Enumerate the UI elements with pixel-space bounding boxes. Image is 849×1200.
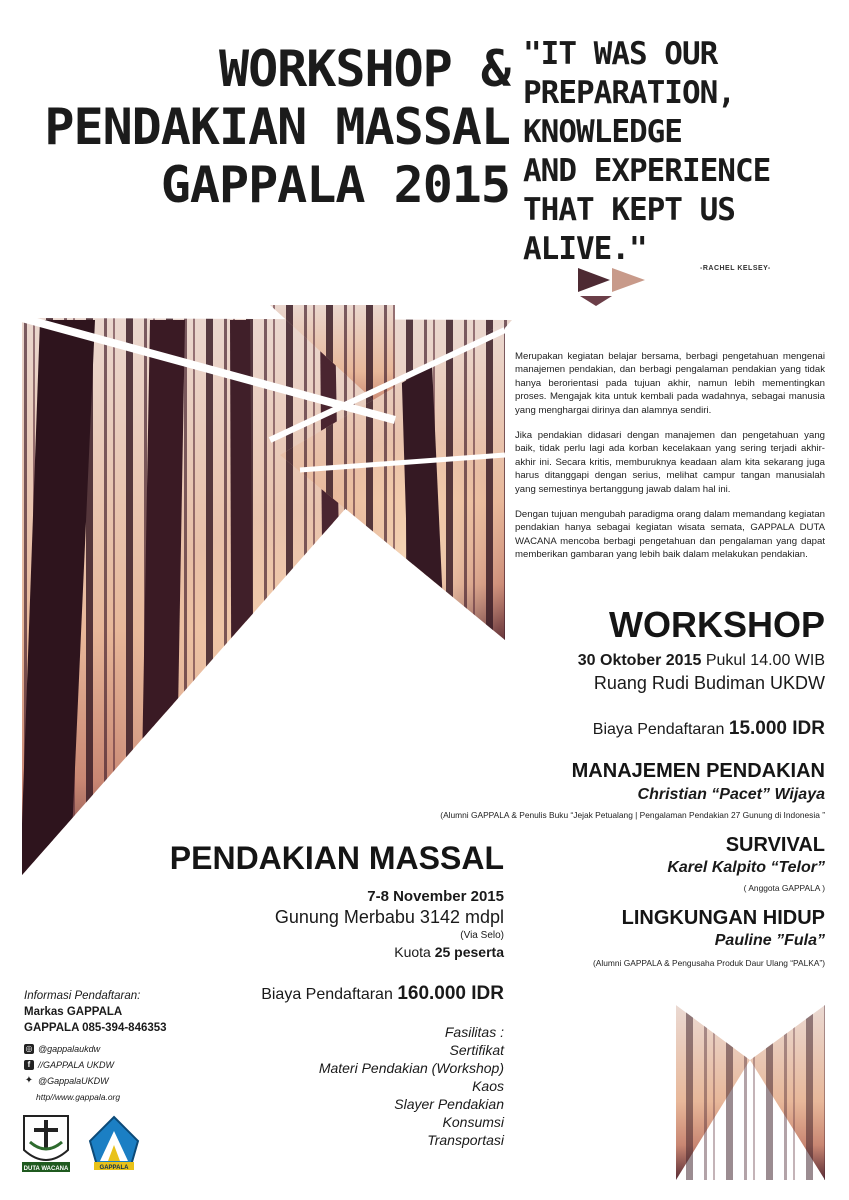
website-link[interactable]: http//www.gappala.org [36,1092,121,1102]
workshop-fee [470,718,825,740]
info-location: Markas GAPPALA [24,1006,123,1018]
session-topic: SURVIVAL [725,834,825,856]
pendakian-quota [300,944,504,960]
quote-author: -RACHEL KELSEY- [700,265,771,272]
workshop-datetime [470,652,825,670]
info-phone: GAPPALA 085-394-846353 [24,1022,167,1034]
twitter-link[interactable] [24,1076,109,1086]
workshop-time: Pukul 14.00 WIB [705,652,825,669]
intro-paragraph: Jika pendakian didasari dengan manajemen dan pengetahuan yang baik, tidak perlu lagi ada korban kecelakaan yang sering terjadi akhir-akhir ini. Secara kritis, memburuknya keadaan alam kita sekarang juga harus ditanggapi dengan serius, melihat campur tangan manusialah yang semestinya bertanggung jawab dalam hal ini. [515,430,825,495]
workshop-room: Ruang Rudi Budiman UKDW [593,673,825,693]
title-line-3: GAPPALA 2015 [160,156,510,214]
workshop-date: 30 Oktober 2015 [577,652,702,669]
pendakian-via: (Via Selo) [460,930,504,941]
info-title: Informasi Pendaftaran: [24,990,141,1002]
session-topic: MANAJEMEN PENDAKIAN [571,760,825,782]
quota-label: Kuota [394,944,431,960]
gappala-logo-text: GAPPALA [99,1165,129,1171]
quota-value: 25 peserta [434,944,504,960]
facility-item: Kaos [472,1078,504,1094]
workshop-fee-value: 15.000 IDR [728,718,825,739]
pendakian-date: 7-8 November 2015 [367,888,504,905]
event-title [20,40,510,214]
quote-block [523,35,823,269]
forest-bottom-triangles [676,1005,826,1180]
pendakian-mountain: Gunung Merbabu 3142 mdpl [274,907,504,927]
session-topic: LINGKUNGAN HIDUP [621,907,825,929]
quote-line: PREPARATION, [523,75,735,111]
facility-item: Transportasi [427,1132,504,1148]
small-decor-triangles [578,268,645,306]
gappala-logo [86,1115,142,1175]
intro-paragraph: Merupakan kegiatan belajar bersama, berbagi pengetahuan mengenai manajemen pendakian, dan berbagi pengalaman pendakian yang tidak hanya berorientasi pada tujuan akhir, namun lebih mementingkan proses. Mengajak kita untuk kembali pada wadahnya, sebagai manusia yang menghargai dirinya dan alamnya sendiri. [515,351,825,416]
instagram-link[interactable] [24,1044,100,1054]
session-speaker: Christian “Pacet” Wijaya [637,786,825,803]
session-speaker: Pauline ”Fula” [714,932,825,949]
facilities-list [250,1023,504,1149]
facility-item: Materi Pendakian (Workshop) [318,1060,504,1076]
intro-text [515,350,825,574]
twitter-icon: ✦ [24,1075,34,1086]
pendakian-fee [150,983,504,1005]
intro-paragraph: Dengan tujuan mengubah paradigma orang dalam memandang kegiatan pendakian hanya sebagai kegiatan wisata semata, GAPPALA DUTA WACANA mencoba berbagi pengetahuan dan pengalaman yang dapat memberikan gambaran yang lebih baik dalam melakukan pendakian. [515,509,825,561]
quote-line: AND EXPERIENCE [523,153,771,189]
workshop-title: WORKSHOP [609,604,825,645]
ukdw-logo-text: DUTA WACANA [23,1166,69,1172]
session-speaker: Karel Kalpito “Telor” [667,859,825,876]
session-speaker-desc: (Alumni GAPPALA & Penulis Buku “Jejak Petualang | Pengalaman Pendakian 27 Gunung di Indonesia ” [440,810,825,820]
facebook-icon: f [24,1060,34,1070]
session-speaker-desc: ( Anggota GAPPALA ) [743,883,825,893]
quote-line: KNOWLEDGE [523,114,682,150]
quote-line: "IT WAS OUR [523,36,718,72]
quote-line: THAT KEPT US ALIVE." [523,192,735,267]
session-speaker-desc: (Alumni GAPPALA & Pengusaha Produk Daur Ulang “PALKA”) [593,958,825,968]
facility-item: Slayer Pendakian [394,1096,504,1112]
ukdw-logo [18,1112,74,1176]
title-line-2: PENDAKIAN MASSAL [44,98,510,156]
instagram-icon: ◎ [25,1044,33,1053]
workshop-fee-label: Biaya Pendaftaran [592,721,725,738]
facility-item: Konsumsi [442,1114,504,1130]
facebook-link[interactable] [24,1060,114,1070]
facebook-handle: //GAPPALA UKDW [38,1060,115,1070]
pendakian-title: PENDAKIAN MASSAL [169,840,504,876]
pendakian-fee-value: 160.000 IDR [397,983,504,1004]
instagram-handle: @gappalaukdw [38,1044,101,1054]
twitter-handle: @GappalaUKDW [38,1076,109,1086]
facilities-label: Fasilitas : [444,1024,504,1040]
pendakian-fee-label: Biaya Pendaftaran [261,986,393,1003]
facility-item: Sertifikat [449,1042,504,1058]
title-line-1: WORKSHOP & [218,40,510,98]
